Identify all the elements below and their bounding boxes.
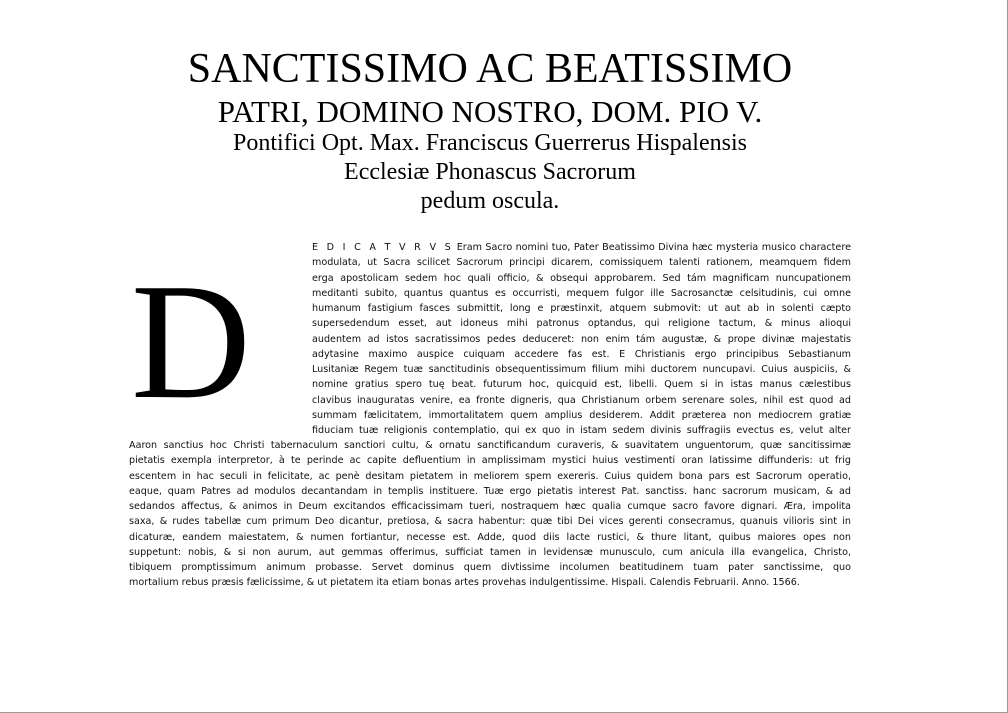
- heading-line-3: Pontifici Opt. Max. Franciscus Guerrerus Hispalensis: [233, 130, 747, 156]
- body-line: suppetunt: nobis, & si non aurum, aut gemmas offerimus, sufficiat tamen in levidensæ munusculo, cum anicula illa evangelica, Christo,: [129, 546, 851, 558]
- body-text-indented: [312, 240, 851, 438]
- body-line: audentem ad istos sacratissimos pedes deduceret: non enim tám augustæ, & prope divinæ majestatis: [312, 333, 851, 345]
- body-line: supersedendum esset, aut idoneus mihi patronus optandus, qui religione tactum, & minus alioqui: [312, 318, 851, 330]
- body-line: humanum fastigium fasces submittit, long e præstinxit, atquem submovit: ut aut ab in solenti cæpto: [312, 303, 851, 314]
- body-line: erga apostolicam sedem hoc quali officio, & obsequi approbarem. Sed tám magnificam nuncupationem: [312, 272, 851, 284]
- body-line: saxa, & rudes tabellæ cum primum Deo dicantur, pretiosa, & sacra habentur: quæ tibi Dei vices gerenti consecramus, quanuis vilioris sint in: [129, 516, 851, 528]
- body-line: sedandos affectus, & animos in Deum excitandos efficacissimam tueri, nostraquem hæc qualia cumque sacro favore dignari. Æra, impolita: [129, 501, 851, 512]
- body-line: eaque, quam Patres ad modulos decantandam in templis instituere. Tuæ ergo pietatis interest Pat. sanctiss. hanc sacrorum musicam, & ad: [129, 485, 851, 497]
- dedication-heading: [0, 44, 980, 216]
- body-line: meditanti subito, quantus quantus es occurristi, mequem fulgor ille Sacrosanctæ celsitudinis, cui omne: [312, 287, 851, 299]
- body-line: pietatis exempla interpretor, à te perinde ac capite defluentium in amplissimam mystici huius vestimenti oran latissime diffunderis: ut frig: [129, 455, 851, 467]
- heading-line-2: PATRI, DOMINO NOSTRO, DOM. PIO V.: [217, 94, 763, 129]
- drop-cap-letter: D: [131, 249, 251, 433]
- body-line: escentem in hac seculi in felicitate, ac penè desitam pietatem in meliorem spem exereris. Cuius quidem bona pars est Sacrorum operatio,: [129, 470, 851, 482]
- body-line-last: mortalium rebus præsis fælicissime, & ut pietatem ita etiam bonas artes provehas indulgentissime. Hispali. Calendis Februarii. Anno. 1566.: [129, 577, 800, 589]
- body-line: [312, 240, 851, 255]
- body-line: Lusitaniæ Regem tuæ sanctitudinis obsequentissimum filium mihi ductorem nuncupavi. Cuius auspiciis, &: [312, 364, 851, 375]
- body-line: Aaron sanctius hoc Christi tabernaculum sanctiori cultu, & ornatu sanctificandum curaveris, & suavitatem unguentorum, quæ sancitissimæ: [129, 440, 851, 451]
- body-line-text: Eram Sacro nomini tuo, Pater Beatissimo Divina hæc mysteria musico charactere: [456, 242, 851, 253]
- heading-line-4: Ecclesiæ Phonascus Sacrorum: [344, 159, 636, 185]
- body-line: summam fælicitatem, immortalitatem quem amplius desiderem. Addit præterea non mediocrem gratiæ: [312, 409, 851, 421]
- body-line: fiduciam tuæ religionis contemplatio, qui ex quo in istam sedem divinis suffragiis evectus es, velut alter: [312, 425, 851, 436]
- body-line: adytasine maximo auspice cuiquam accedere fas est. E Christianis ergo principibus Sebastianum: [312, 348, 851, 360]
- body-line: clavibus inauguratas venire, ea fronte digneris, qua Christianum orbem serenare soles, nihil est quod ad: [312, 394, 851, 406]
- heading-line-1: SANCTISSIMO AC BEATISSIMO: [187, 46, 793, 92]
- body-line: tibiquem promptissimum animum probasse. Servet dominus quem divtissime incolumen beatitudinem tuam pater sanctissime, quo: [129, 562, 851, 573]
- body-line: nomine gratius spero tuę beat. futurum hoc, quicquid est, libelli. Quem si in istas manus cælestibus: [312, 379, 851, 391]
- body-line: modulata, ut Sacra scilicet Sacrorum principi dicarem, comissiquem talenti rationem, meamquem fidem: [312, 257, 851, 269]
- body-text-full-width: [129, 438, 851, 591]
- body-line: dicaturæ, eandem maiestatem, & numen fortiantur, necesse est. Adde, quod diis lacte rustici, & thure litant, quibus maiores opes non: [129, 531, 851, 543]
- heading-line-5: pedum oscula.: [420, 188, 560, 214]
- first-word: E D I C A T V R V S: [312, 242, 454, 253]
